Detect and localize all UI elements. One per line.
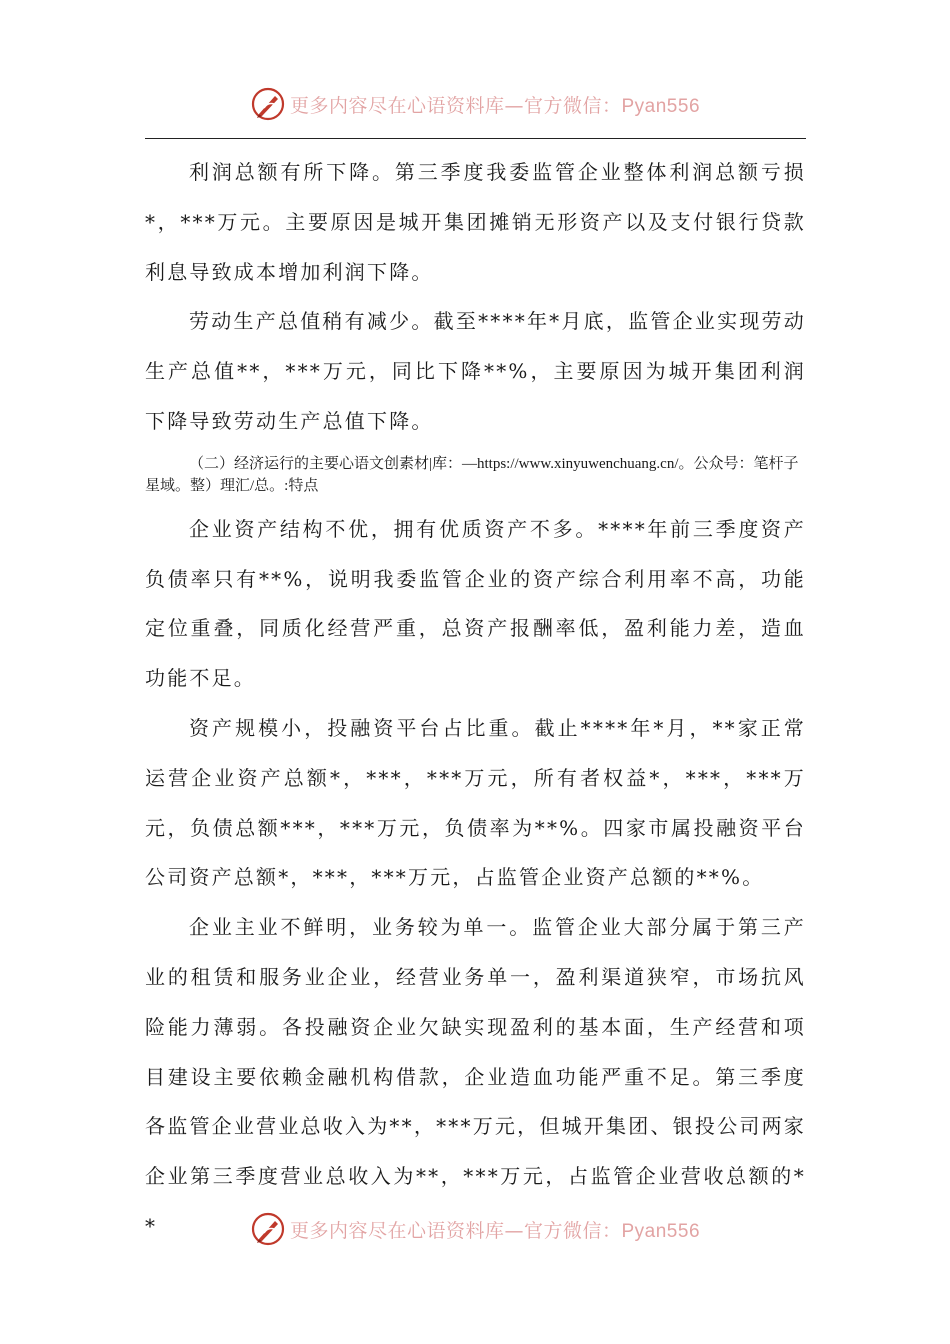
banner-separator: —: [504, 94, 524, 117]
footer-banner-separator: —: [504, 1219, 524, 1242]
footer-banner: [0, 1207, 950, 1251]
document-body: [145, 148, 806, 1252]
paragraph-asset-scale: 资产规模小，投融资平台占比重。截止****年*月，**家正常运营企业资产总额*，***，***万元，所有者权益*，***，***万元，负债总额***，***万元，负债率为**%。四家市属投融资平台公司资产总额*，***，***万元，占监管企业资产总额的**%。: [145, 715, 806, 890]
paragraph-profit: 利润总额有所下降。第三季度我委监管企业整体利润总额亏损*，***万元。主要原因是城开集团摊销无形资产以及支付银行贷款利息导致成本增加利润下降。: [145, 160, 806, 284]
header-banner: [0, 82, 950, 126]
paragraph-main-business: 企业主业不鲜明，业务较为单一。监管企业大部分属于第三产业的租赁和服务业企业，经营业务单一，盈利渠道狭窄，市场抗风险能力薄弱。各投融资企业欠缺实现盈利的基本面，生产经营和项目建设主要依赖金融机构借款，企业造血功能严重不足。第三季度各监管企业营业总收入为**，***万元，但城开集团、银投公司两家企业第三季度营业总收入为**，***万元，占监管企业营收总额的**: [145, 915, 806, 1238]
banner-wechat-label: 官方微信：: [523, 94, 622, 117]
banner-wechat-id: Pyan556: [621, 95, 701, 117]
pen-logo-icon: [250, 86, 286, 122]
section-heading: （二）经济运行的主要心语文创素材|库：—https://www.xinyuwenchuang.cn/。公众号：笔杆子星域。整）理汇/总。:特点: [145, 455, 799, 494]
footer-banner-title: 更多内容尽在心语资料库: [289, 1219, 505, 1242]
footer-banner-wechat-label: 官方微信：: [523, 1219, 622, 1242]
footer-banner-wechat-id: Pyan556: [621, 1220, 701, 1242]
pen-logo-icon: [250, 1211, 286, 1247]
paragraph-asset-structure: 企业资产结构不优，拥有优质资产不多。****年前三季度资产负债率只有**%，说明我委监管企业的资产综合利用率不高，功能定位重叠，同质化经营严重，总资产报酬率低，盈利能力差，造血功能不足。: [145, 516, 806, 691]
header-divider: [145, 138, 806, 139]
banner-title: 更多内容尽在心语资料库: [289, 94, 505, 117]
paragraph-labor-output: 劳动生产总值稍有减少。截至****年*月底，监管企业实现劳动生产总值**，***万元，同比下降**%，主要原因为城开集团利润下降导致劳动生产总值下降。: [145, 309, 806, 433]
